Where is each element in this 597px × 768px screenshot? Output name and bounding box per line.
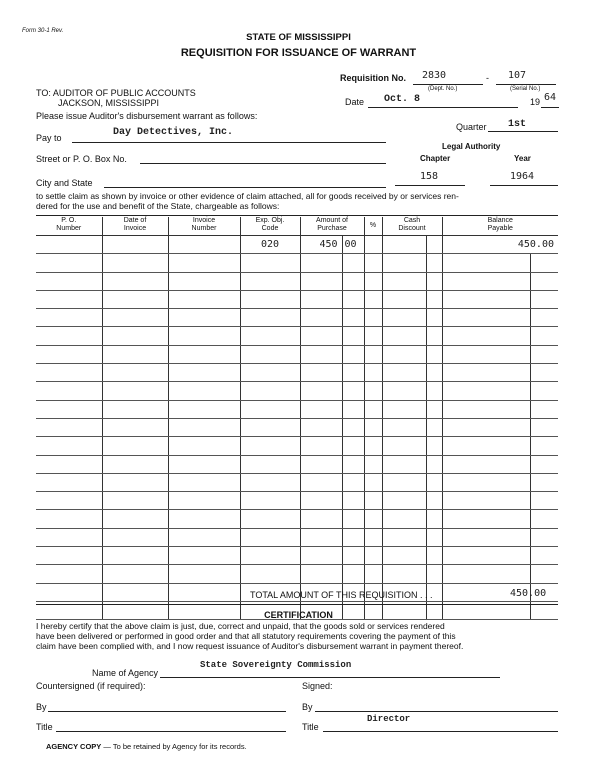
- form-number: Form 30-1 Rev.: [22, 28, 64, 34]
- certification-line-3: claim have been complied with, and I now request issuance of Auditor's disbursement warrant in payment thereof.: [36, 641, 464, 651]
- footer-retention-text: — To be retained by Agency for its records.: [101, 742, 247, 751]
- dept-no-caption: (Dept. No.): [428, 86, 458, 92]
- requisition-label: Requisition No.: [340, 73, 406, 83]
- certification-line-2: have been delivered or performed in good order and that all statutory requirements covering the payment of this: [36, 631, 456, 641]
- header-balance-payable: Balance Payable: [442, 217, 558, 236]
- signer-title: Director: [367, 714, 411, 724]
- table-row: [36, 400, 558, 418]
- page-title: REQUISITION FOR ISSUANCE OF WARRANT: [180, 47, 417, 59]
- legal-authority-label: Legal Authority: [442, 142, 501, 151]
- footer-agency-copy: AGENCY COPY: [46, 742, 102, 751]
- year-prefix: 19: [530, 97, 541, 107]
- table-row: [36, 327, 558, 345]
- state-title: STATE OF MISSISSIPPI: [246, 32, 351, 43]
- table-row: [36, 455, 558, 473]
- to-line-2: JACKSON, MISSISSIPPI: [58, 98, 160, 108]
- agency-label: Name of Agency: [92, 668, 159, 678]
- city-label: City and State: [36, 178, 93, 188]
- by-label-left: By: [36, 702, 47, 712]
- chapter-label: Chapter: [420, 154, 451, 163]
- countersigned-label: Countersigned (if required):: [36, 681, 146, 691]
- total-value: 450.00: [510, 588, 547, 599]
- table-row: [36, 236, 558, 254]
- year-suffix: 64: [544, 92, 557, 103]
- table-row: [36, 492, 558, 510]
- dept-number: 2830: [422, 70, 447, 81]
- quarter-label: Quarter: [456, 122, 487, 132]
- year-label: Year: [514, 154, 531, 163]
- header-po-number: P. O. Number: [36, 217, 102, 236]
- table-row: [36, 528, 558, 546]
- header-percent: %: [364, 217, 382, 236]
- table-row: [36, 254, 558, 272]
- header-date-of-invoice: Date of Invoice: [102, 217, 168, 236]
- table-row: [36, 364, 558, 382]
- header-exp-obj-code: Exp. Obj. Code: [240, 217, 300, 236]
- certification-line-1: I hereby certify that the above claim is just, due, correct and unpaid, that the goods sold or services rendered: [36, 621, 445, 631]
- table-row: [36, 418, 558, 436]
- row1-amount-cents: 00: [342, 236, 364, 254]
- serial-number: 107: [508, 70, 527, 81]
- date-label: Date: [345, 97, 365, 107]
- total-label: TOTAL AMOUNT OF THIS REQUISITION . . .: [250, 590, 433, 600]
- header-invoice-number: Invoice Number: [168, 217, 240, 236]
- title-label-left: Title: [36, 722, 53, 732]
- pay-to-label: Pay to: [36, 133, 62, 143]
- requisition-dash: -: [486, 73, 489, 83]
- payee-name: Day Detectives, Inc.: [113, 127, 234, 138]
- instruction-text: Please issue Auditor's disbursement warrant as follows:: [36, 111, 258, 121]
- header-cash-discount: Cash Discount: [382, 217, 442, 236]
- street-label: Street or P. O. Box No.: [36, 154, 127, 164]
- table-row: [36, 272, 558, 290]
- table-row: [36, 290, 558, 308]
- settle-text-2: dered for the use and benefit of the State, chargeable as follows:: [36, 201, 280, 211]
- table-header-row: [36, 217, 558, 236]
- table-row: [36, 547, 558, 565]
- by-label-right: By: [302, 702, 313, 712]
- row1-amount-dollars: 450: [300, 236, 342, 254]
- table-row: [36, 345, 558, 363]
- agency-name: State Sovereignty Commission: [200, 660, 352, 670]
- title-label-right: Title: [302, 722, 319, 732]
- legal-year-value: 1964: [510, 171, 535, 182]
- to-line-1: TO: AUDITOR OF PUBLIC ACCOUNTS: [36, 88, 196, 98]
- claim-table: [36, 217, 558, 620]
- table-row: [36, 382, 558, 400]
- footer-note: [46, 742, 247, 751]
- quarter-value: 1st: [508, 119, 527, 130]
- serial-no-caption: (Serial No.): [510, 86, 541, 92]
- settle-text-1: to settle claim as shown by invoice or other evidence of claim attached, all for goods received by or services ren-: [36, 191, 459, 201]
- table-row: [36, 565, 558, 583]
- row1-balance: 450.00: [442, 236, 558, 254]
- table-row: [36, 510, 558, 528]
- chapter-value: 158: [420, 171, 439, 182]
- header-amount-of-purchase: Amount of Purchase: [300, 217, 364, 236]
- signed-label: Signed:: [302, 681, 333, 691]
- table-row: [36, 309, 558, 327]
- table-row: [36, 437, 558, 455]
- row1-exp-code: 020: [240, 236, 300, 254]
- date-value: Oct. 8: [384, 94, 421, 105]
- table-row: [36, 473, 558, 491]
- certification-heading: CERTIFICATION: [264, 610, 333, 620]
